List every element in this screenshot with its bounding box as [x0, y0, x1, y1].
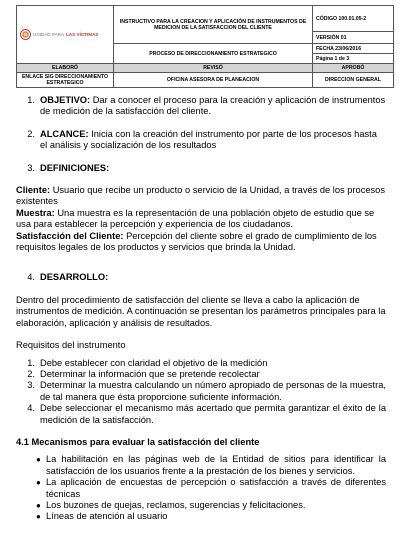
requirement-item: 1. Debe establecer con claridad el objetivo de la medición — [27, 357, 268, 368]
logo-text-a: UNIDAD PARA — [33, 32, 65, 37]
section-definiciones — [16, 163, 386, 174]
section-heading: ALCANCE: — [40, 128, 89, 139]
requirement-item: 3. Determinar la muestra calculando un número apropiado de personas de la muestra, de tal manera que ésta proporcione suficiente información. — [27, 380, 386, 402]
document-code: CÓDIGO 100.01.05-2 — [313, 6, 394, 32]
document-title: INSTRUCTIVO PARA LA CREACION Y APLICACIÓN DE INSTRUMENTOS DE MEDICION DE LA SATISFACCION DEL CLIENTE — [114, 6, 313, 44]
requirements-title: Requisitos del instrumento — [16, 340, 126, 351]
bullet-icon: ● — [36, 512, 41, 522]
requirements-list — [16, 358, 386, 426]
definition-item: Satisfacción del Cliente: Percepción del cliente sobre el grado de cumplimiento de los requisitos legales de los productos y servicios que brinda la Unidad. — [16, 230, 377, 253]
mechanism-item: ● La aplicación de encuestas de percepción o satisfacción a través de diferentes técnicas — [36, 477, 386, 499]
coat-of-arms-icon — [20, 29, 31, 40]
section-desarrollo — [16, 272, 386, 283]
section-number: 2. — [27, 128, 35, 139]
col-elaboro: ELABORÓ — [17, 64, 114, 73]
col-aprobo: APROBÓ — [313, 64, 394, 73]
section-heading: OBJETIVO: — [40, 95, 91, 105]
requirement-item: 2. Determinar la información que se pretende recolectar — [27, 368, 260, 379]
section-number: 4. — [27, 272, 35, 283]
definition-item: Muestra: Una muestra es la representación de una población objeto de estudio que se usa para establecer la percepción y experiencia de los ciudadanos. — [16, 207, 375, 230]
document-header — [16, 5, 394, 88]
reviso-value: OFICINA ASESORA DE PLANEACION — [114, 73, 313, 88]
mechanism-item: ● Líneas de atención al usuario — [36, 511, 168, 522]
process-name: PROCESO DE DIRECCIONAMIENTO ESTRATEGICO — [114, 44, 313, 64]
logo-cell — [17, 6, 114, 64]
unidad-victimas-logo — [20, 29, 110, 40]
logo-text-b: LAS VÍCTIMAS — [66, 32, 99, 37]
elaboro-value: ENLACE SIG DIRECCIONAMIENTO ESTRATEGICO — [17, 73, 114, 88]
document-version: VERSIÓN 01 — [313, 32, 394, 44]
definition-item: Cliente: Usuario que recibe un producto o servicio de la Unidad, a través de los procesos existentes — [16, 185, 385, 207]
document-body — [16, 95, 386, 523]
bullet-icon: ● — [36, 478, 41, 488]
section-number: 1. — [27, 95, 35, 105]
section-text: Inicia con la creación del instrumento por parte de los procesos hasta el análisis y socialización de los resultados — [40, 128, 377, 151]
section-number: 3. — [27, 162, 35, 173]
bullet-icon: ● — [36, 455, 41, 465]
mechanisms-list — [16, 454, 386, 522]
section-heading: DESARROLLO: — [40, 272, 109, 283]
mechanism-item: ● La habilitación en las páginas web de la Entidad de sitios para identificar la satisfacción de los usuarios frente a la prestación de los bienes y servicios. — [36, 454, 386, 476]
section-objetivo — [16, 95, 386, 118]
desarrollo-intro: Dentro del procedimiento de satisfacción del cliente se lleva a cabo la aplicación de instrumentos de medición. A continuación se presentan los parámetros principales para la elaboración, aplicación y análisis de resultados. — [16, 294, 386, 328]
page-number: Página 1 de 3 — [313, 54, 394, 64]
section-heading: DEFINICIONES: — [40, 162, 110, 173]
col-reviso: REVISÓ — [114, 64, 313, 73]
section-text: Dar a conocer el proceso para la creación y aplicación de instrumentos de medición de la satisfacción del cliente. — [40, 95, 386, 117]
document-date: FECHA 23/06/2016 — [313, 44, 394, 54]
section-alcance — [16, 129, 386, 152]
mechanism-item: ● Los buzones de quejas, reclamos, sugerencias y felicitaciones. — [36, 499, 306, 510]
subsection-heading: 4.1 Mecanismos para evaluar la satisfacción del cliente — [16, 436, 260, 447]
requirement-item: 4. Debe seleccionar el mecanismo más acertado que permita garantizar el éxito de la medición de la satisfacción. — [27, 403, 386, 425]
aprobo-value: DIRECCION GENERAL — [313, 73, 394, 88]
definitions-list — [16, 185, 386, 253]
bullet-icon: ● — [36, 500, 41, 510]
